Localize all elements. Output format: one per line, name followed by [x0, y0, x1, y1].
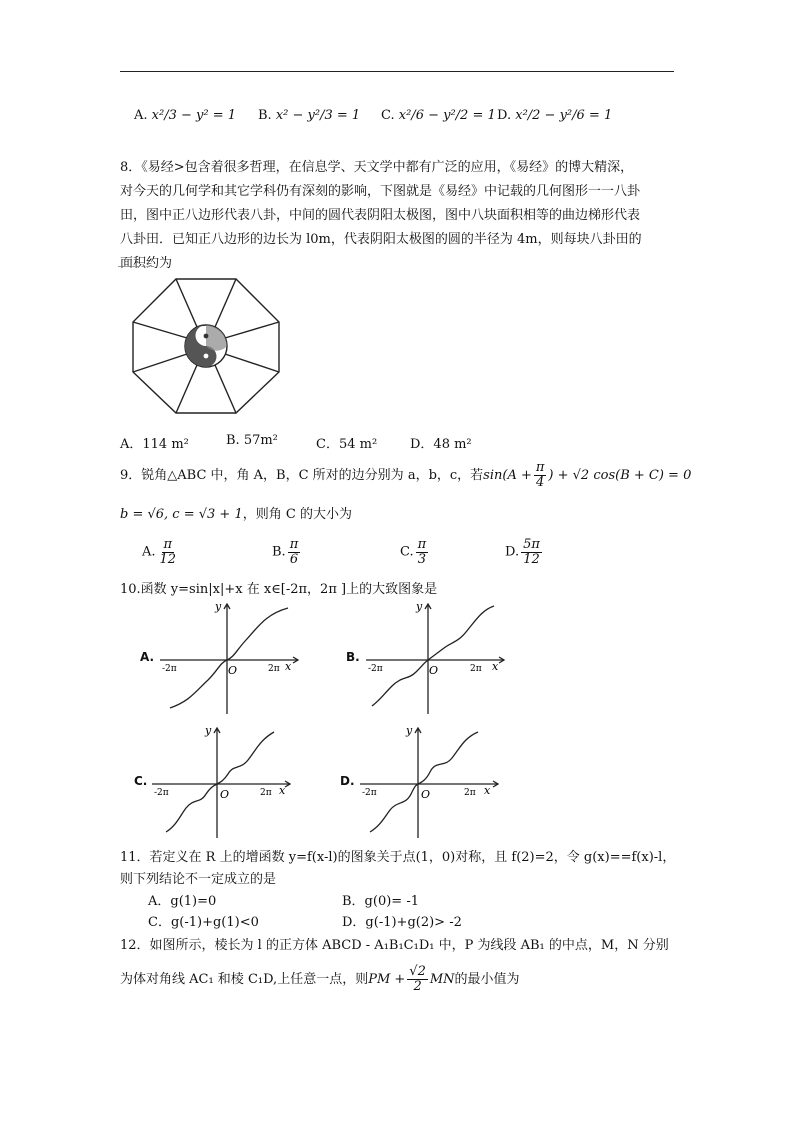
graph-a [160, 596, 305, 718]
q8-option-b: B. 57m² [226, 433, 278, 448]
graph-d-tick-left: -2π [362, 788, 377, 798]
q8-line-1: 8．《易经>包含着很多哲理，在信息学、天文学中都有广泛的应用，《易经》的博大精深， [120, 160, 634, 175]
graph-c [152, 720, 297, 842]
q9-option-c: C. $\frac{\pi}{3}$ [400, 537, 427, 567]
q9-stem: 9．锐角△ABC 中，角 A，B，C 所对的边分别为 a，b，c，若 [120, 468, 484, 483]
graph-b-tick-left: -2π [368, 664, 383, 674]
graph-d-origin: O [421, 788, 431, 801]
q8-line-3: 田，图中正八边形代表八卦，中间的圆代表阴阳太极图，图中八块面积相等的曲边梯形代表 [120, 208, 641, 223]
q9-pi-over-4: $\frac{\pi}{4}$ [535, 460, 545, 490]
q8-line-5: 面积约为 [120, 256, 173, 271]
bagua-octagon-figure [124, 272, 294, 422]
q9-option-a: A. $\frac{\pi}{12}$ [142, 537, 177, 567]
graph-c-tick-right: 2π [260, 788, 272, 798]
q12-expr-mn: MN [429, 972, 455, 987]
q9-option-d: D. $\frac{5\pi}{12}$ [505, 537, 540, 567]
graph-a-y-axis-label: y [215, 600, 222, 613]
graph-a-x-axis-label: x [285, 660, 292, 673]
graph-c-origin: O [220, 788, 230, 801]
graph-b-origin: O [429, 664, 439, 677]
graph-a-tick-left: -2π [162, 664, 177, 674]
q9-line-2 [120, 503, 352, 522]
q11-line-2: 则下列结论不一定成立的是 [120, 872, 277, 887]
q8-line-4: 八卦田．已知正八边形的边长为 l0m，代表阴阳太极图的圆的半径为 4m，则每块八卦田的 [120, 232, 642, 247]
q11-option-a: A．g(1)=0 [148, 894, 217, 909]
graph-b-tick-right: 2π [470, 664, 482, 674]
q9-option-b: B. $\frac{\pi}{6}$ [272, 537, 299, 567]
q7-option-c: C. x²/6 − y²/2 = 1 [381, 108, 496, 123]
q11-option-d: D．g(-1)+g(2)> -2 [342, 915, 462, 930]
graph-b-y-axis-label: y [416, 600, 423, 613]
graph-a-label: A. [140, 650, 155, 664]
graph-d-label: D. [340, 774, 355, 788]
q12-expr-pm: PM + [368, 972, 406, 987]
q7-option-a: A. x²/3 − y² = 1 [134, 108, 237, 123]
q9-eq-cos: ) + √2 cos(B + C) = 0 [548, 468, 692, 483]
graph-d-x-axis-label: x [484, 784, 491, 797]
graph-a-tick-right: 2π [268, 664, 280, 674]
q11-option-c: C．g(-1)+g(1)<0 [148, 915, 259, 930]
q12-question: 的最小值为 [454, 972, 520, 987]
graph-d-y-axis-label: y [406, 724, 413, 737]
q11-line-1: 11．若定义在 R 上的增函数 y=f(x-l)的图象关于点(1，0)对称，且 f(2)=2，令 g(x)==f(x)-l， [120, 850, 676, 865]
graph-d-tick-right: 2π [464, 788, 476, 798]
graph-b-label: B. [346, 650, 360, 664]
header-rule [120, 71, 674, 72]
q8-option-d: D．48 m² [410, 437, 472, 452]
q11-option-b: B．g(0)= -1 [342, 894, 419, 909]
graph-c-x-axis-label: x [279, 784, 286, 797]
q12-line-1: 12．如图所示，棱长为 l 的正方体 ABCD - A₁B₁C₁D₁ 中，P 为线段 AB₁ 的中点，M，N 分别 [120, 938, 669, 953]
q9-question: ，则角 C 的大小为 [242, 507, 352, 522]
q7-option-b: B. x² − y²/3 = 1 [258, 108, 361, 123]
q9-eq-sin: sin( [483, 468, 508, 483]
graph-a-origin: O [228, 664, 238, 677]
graph-b-x-axis-label: x [492, 660, 499, 673]
q12-line-2 [120, 960, 520, 1000]
graph-c-y-axis-label: y [205, 724, 212, 737]
scan-mark [118, 266, 154, 270]
q10-stem: 10.函数 y=sin|x|+x 在 x∈[-2π，2π ]上的大致图象是 [120, 582, 438, 597]
q12-stem: 为体对角线 AC₁ 和棱 C₁D,上任意一点，则 [120, 972, 369, 987]
graph-c-tick-left: -2π [154, 788, 169, 798]
q9-line-1 [120, 456, 691, 496]
q8-option-a: A．114 m² [120, 437, 189, 452]
q8-option-c: C．54 m² [316, 437, 378, 452]
graph-b [366, 596, 511, 718]
q8-line-2: 对今天的几何学和其它学科仍有深刻的影响，下图就是《易经》中记载的几何图形一一八卦 [120, 184, 641, 199]
graph-d [360, 720, 505, 842]
graph-c-label: C. [134, 774, 148, 788]
q12-sqrt2-over-2: $\frac{√2}{2}$ [409, 964, 426, 994]
q9-eq-a: A + [507, 468, 532, 483]
q7-option-d: D. x²/2 − y²/6 = 1 [497, 108, 613, 123]
q9-side-values: b = √6, c = √3 + 1 [120, 507, 243, 522]
